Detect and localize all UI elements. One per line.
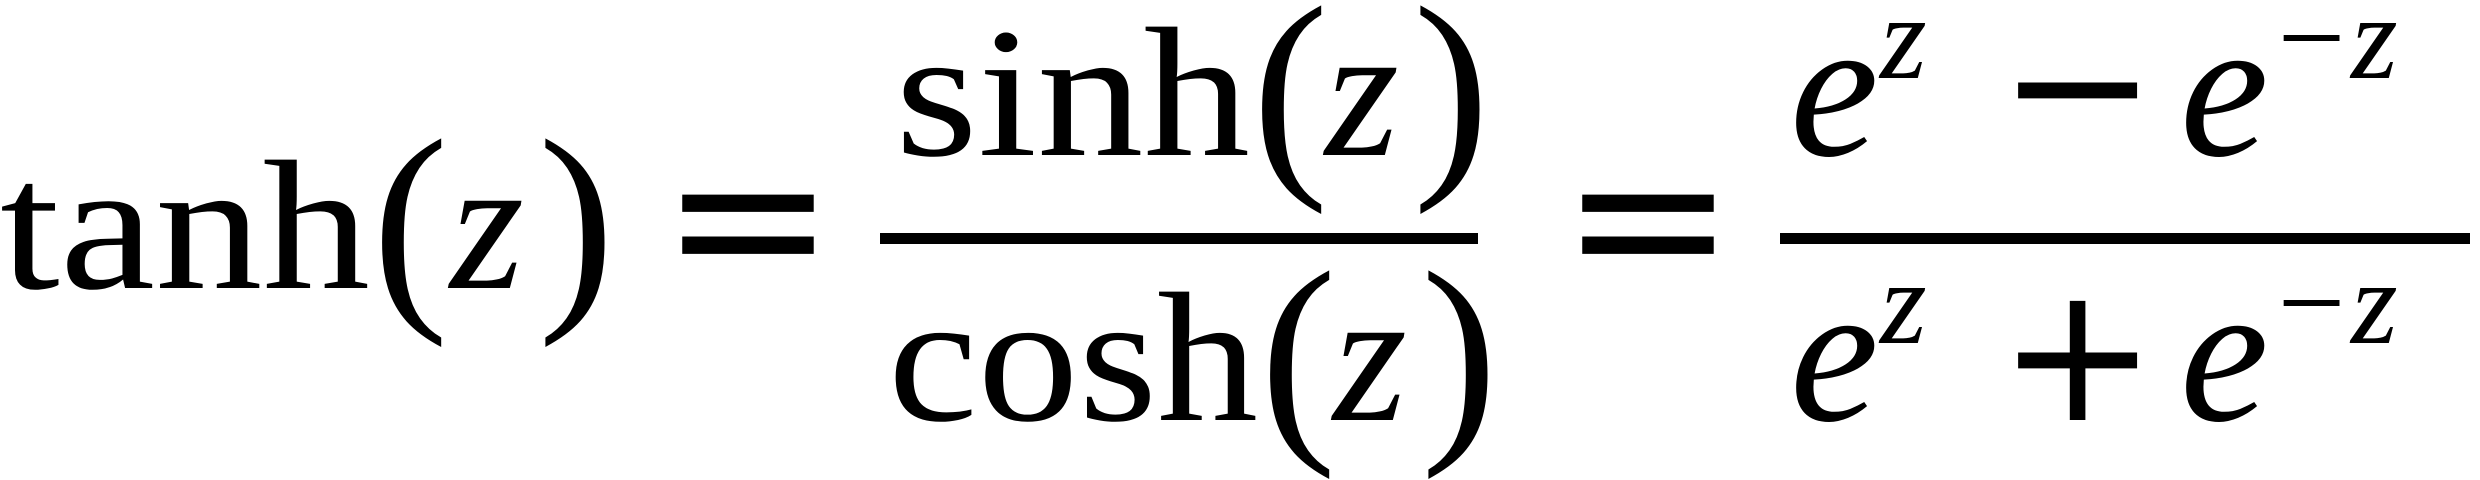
equals-sign-2: = — [1560, 95, 1736, 340]
num2-e2: e — [2180, 0, 2269, 199]
lhs-close-paren: ) — [538, 93, 615, 348]
den2-exp2: −z — [2270, 236, 2398, 369]
plus-sign: + — [1998, 244, 2158, 465]
sinh-label: sinh — [895, 0, 1250, 196]
num2-e1: e — [1790, 0, 1879, 199]
fraction-exponential-form — [1780, 0, 2470, 465]
num2-exp1: z — [1880, 0, 1927, 104]
den1-close-paren: ) — [1421, 225, 1498, 480]
den2-e1: e — [1790, 243, 1879, 464]
num1-close-paren: ) — [1413, 0, 1490, 215]
tanh-label: tanh — [0, 124, 370, 329]
equals-sign-1: = — [660, 95, 836, 340]
fraction-bar-1 — [880, 233, 1478, 244]
lhs-arg-z: z — [450, 120, 524, 330]
fraction-sinh-over-cosh — [880, 0, 1498, 480]
den2-exp1: z — [1880, 236, 1927, 369]
den1-arg-z: z — [1333, 252, 1407, 462]
den1-open-paren: ( — [1260, 225, 1337, 480]
den2-e2: e — [2180, 243, 2269, 464]
num1-open-paren: ( — [1252, 0, 1329, 215]
lhs — [0, 93, 615, 348]
cosh-label: cosh — [888, 256, 1258, 461]
num2-exp2: −z — [2270, 0, 2398, 104]
lhs-open-paren: ( — [372, 93, 449, 348]
num1-arg-z: z — [1325, 0, 1399, 197]
minus-sign: − — [1998, 0, 2158, 195]
